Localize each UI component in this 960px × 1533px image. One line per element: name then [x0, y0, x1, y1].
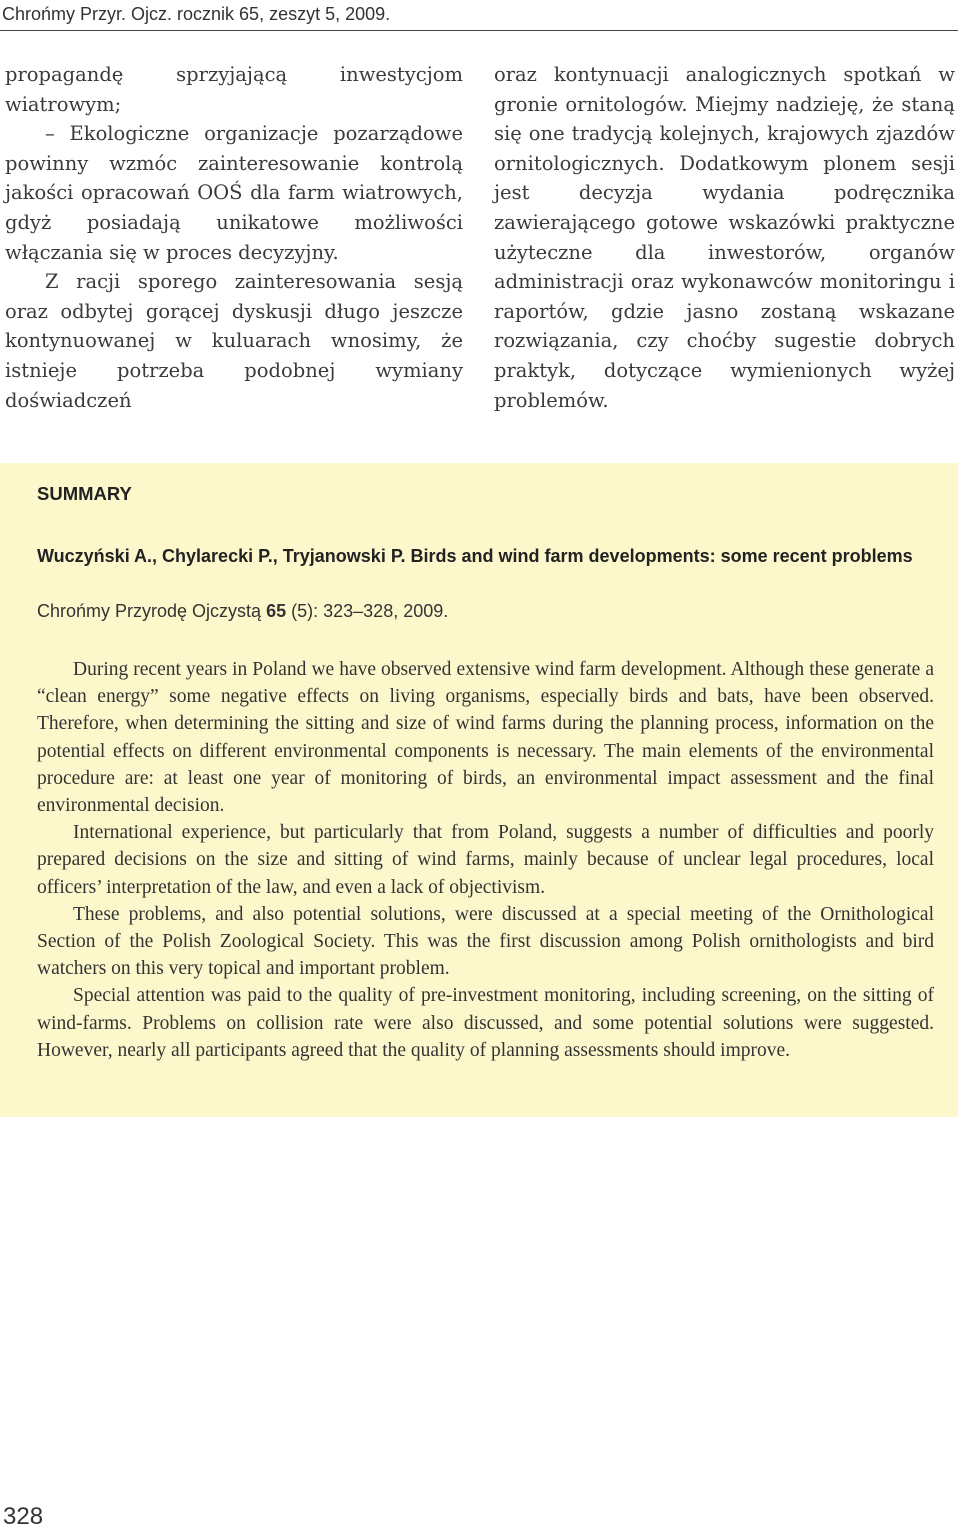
summary-title: Birds and wind farm developments: some recent problems [410, 546, 913, 566]
summary-authors: Wuczyński A., Chylarecki P., Tryjanowski P. [37, 546, 406, 566]
summary-box [0, 463, 958, 1117]
header-rule [0, 30, 958, 31]
left-column [5, 60, 463, 415]
right-column [494, 60, 955, 415]
summary-paragraph-2: International experience, but particularly that from Poland, suggests a number of difficulties and poorly prepared decisions on the size and sitting of wind farms, mainly because of unclear legal procedures, local officers’ interpretation of the law, and even a lack of objectivism. [37, 822, 934, 898]
running-header: Chrońmy Przyr. Ojcz. rocznik 65, zeszyt 5, 2009. [2, 4, 391, 24]
summary-paragraph-1: During recent years in Poland we have observed extensive wind farm development. Although these generate a “clean energy” some negative effects on living organisms, especially birds and bats, have been observed. Therefore, when determining the sitting and size of wind farms during the planning process, information on the potential effects on different environmental components is necessary. The main elements of the environmental procedure are: at least one year of monitoring of birds, an environmental impact assessment and the final environmental decision. [37, 659, 934, 817]
page-number: 328 [3, 1503, 44, 1530]
journal-volume: 65 [266, 601, 287, 621]
right-paragraph-1: oraz kontynuacji analogicznych spotkań w gronie ornitologów. Miejmy nadzieję, że staną się one tradycją kolejnych, krajowych zjazdów ornitologicznych. Dodatkowym plonem sesji jest decyzja wydania podręcznika zawierającego gotowe wskazówki praktyczne użyteczne dla inwestorów, organów administracji oraz wykonawców monitoringu i raportów, gdzie jasno zostaną wskazane rozwiązania, czy choćby sugestie dobrych praktyk, dotyczące wymienionych wyżej problemów. [494, 63, 955, 412]
left-paragraph-3: Z racji sporego zainteresowania sesją oraz odbytej gorącej dyskusji długo jeszcze kontynuowanej w kuluarach wnosimy, że istnieje potrzeba podobnej wymiany doświadczeń [5, 270, 463, 412]
left-paragraph-2: – Ekologiczne organizacje pozarządowe powinny wzmóc zainteresowanie kontrolą jakości opracowań OOŚ dla farm wiatrowych, gdyż posiadają unikatowe możliwości włączania się w proces decyzyjny. [5, 122, 463, 264]
summary-journal-line [37, 601, 448, 622]
journal-name: Chrońmy Przyrodę Ojczystą [37, 601, 262, 621]
left-paragraph-1: propagandę sprzyjającą inwestycjom wiatrowym; [5, 63, 463, 116]
journal-issue-pages: (5): 323–328, 2009. [291, 601, 449, 621]
summary-paragraph-4: Special attention was paid to the quality of pre-investment monitoring, including screening, on the sitting of wind-farms. Problems on collision rate were also discussed, and some potential solutions were suggested. However, nearly all participants agreed that the quality of planning assessments should improve. [37, 985, 934, 1061]
summary-heading: SUMMARY [37, 483, 132, 504]
summary-paragraph-3: These problems, and also potential solutions, were discussed at a special meeting of the Ornithological Section of the Polish Zoological Society. This was the first discussion among Polish ornithologists and bird watchers on this very topical and important problem. [37, 903, 934, 980]
summary-body [37, 656, 934, 1064]
summary-citation [37, 541, 934, 571]
